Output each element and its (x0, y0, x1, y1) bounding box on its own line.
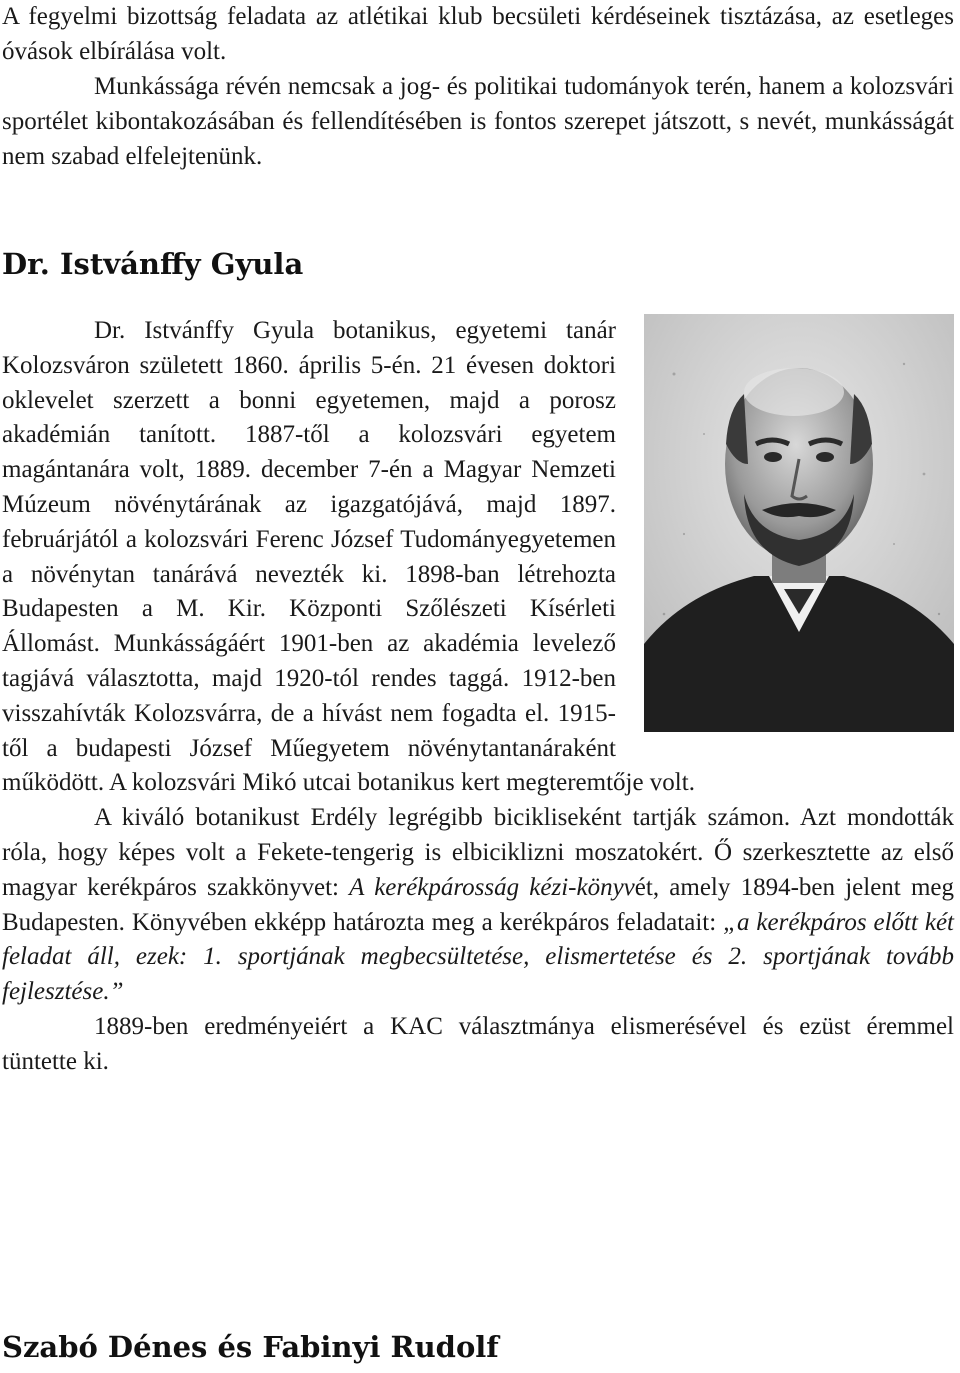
portrait-photo (644, 314, 954, 732)
istvanffy-bio (2, 314, 954, 1080)
portrait-image (644, 314, 954, 732)
intro-paragraph-1: A fegyelmi bizottság feladata az atlétikai klub becsületi kérdéseinek tisztázása, az esetleges óvások elbírálása volt. (2, 3, 954, 65)
section-heading-istvanffy: Dr. Istvánffy Gyula (2, 247, 304, 281)
bio-paragraph-3: 1889-ben eredményeiért a KAC választmánya elismerésével és ezüst éremmel tüntette ki. (2, 1012, 954, 1075)
bio-paragraph-1: Dr. Istvánffy Gyula botanikus, egyetemi tanár Kolozsváron született 1860. április 5-én. 21 évesen doktori oklevelet szerzett a bonni egyetemen, majd a porosz akadémián tanított. 1887-től a kolozsvári egyetem magántanára volt, 1889. december 7-én a Magyar Nemzeti Múzeum növénytárának az igazgatójává, majd 1897. februárjától a kolozsvári Ferenc József Tudományegyetemen a növénytan tanárává nevezték ki. 1898-ban létrehozta Budapesten a M. Kir. Központi Szőlészeti Kísérleti Állomást. Munkásságáért 1901-ben az akadémia levelező tagjává választotta, majd 1920-tól rendes taggá. 1912-ben visszahívták Kolozsvárra, de a hívást nem fogadta el. 1915-től a budapesti József Műegyetem növénytantanáraként működött. A kolozsvári Mikó utcai botanikus kert megteremtője volt. (2, 317, 695, 797)
bio-paragraph-2: A kiváló botanikust Erdély legrégibb bicikliseként tartják számon. Azt mondották róla, hogy képes volt a Fekete-tengerig is elbiciklizni moszatokért. Ő szerkesztette az első magyar kerékpáros szakkönyvet: A kerékpárosság kézi-könyvét, amely 1894-ben jelent meg Budapesten. Könyvében ekképp határozta meg a kerékpáros feladatait: „a kerékpáros előtt két feladat áll, ezek: 1. sportjának megbecsültetése, elismertetése és 2. sportjának tovább fejlesztése.” (2, 804, 954, 1006)
book-title-part-2: könyv (576, 873, 635, 901)
cyclist-duties-quote: „a kerékpáros előtt két feladat áll, ezek: 1. sportjának megbecsültetése, elismertetése és 2. sportjának tovább fejlesztése.” (2, 908, 954, 1006)
section-heading-szabo-fabinyi: Szabó Dénes és Fabinyi Rudolf (2, 1330, 499, 1364)
intro-paragraph-2: Munkássága révén nemcsak a jog- és politikai tudományok terén, hanem a kolozsvári sportélet kibontakozásában és fellendítésében is fontos szerepet játszott, s nevét, munkásságát nem szabad elfelejtenünk. (2, 73, 954, 170)
bio-paragraph-2-start: A kiváló botanikust Erdély legrégibb bicikliseként tartják számon. Azt mondották róla, hogy képes volt a Fekete-tengerig is elbiciklizni moszatokért. Ő szerkesztette az első magyar kerékpáros szakkönyvet: (2, 804, 954, 901)
book-title-part-1: A kerékpárosság kézi (349, 873, 569, 901)
bio-paragraph-2-middle: ét, amely 1894-ben jelent meg Budapesten. Könyvében ekképp határozta meg a kerékpáros feladatait: (2, 873, 954, 936)
